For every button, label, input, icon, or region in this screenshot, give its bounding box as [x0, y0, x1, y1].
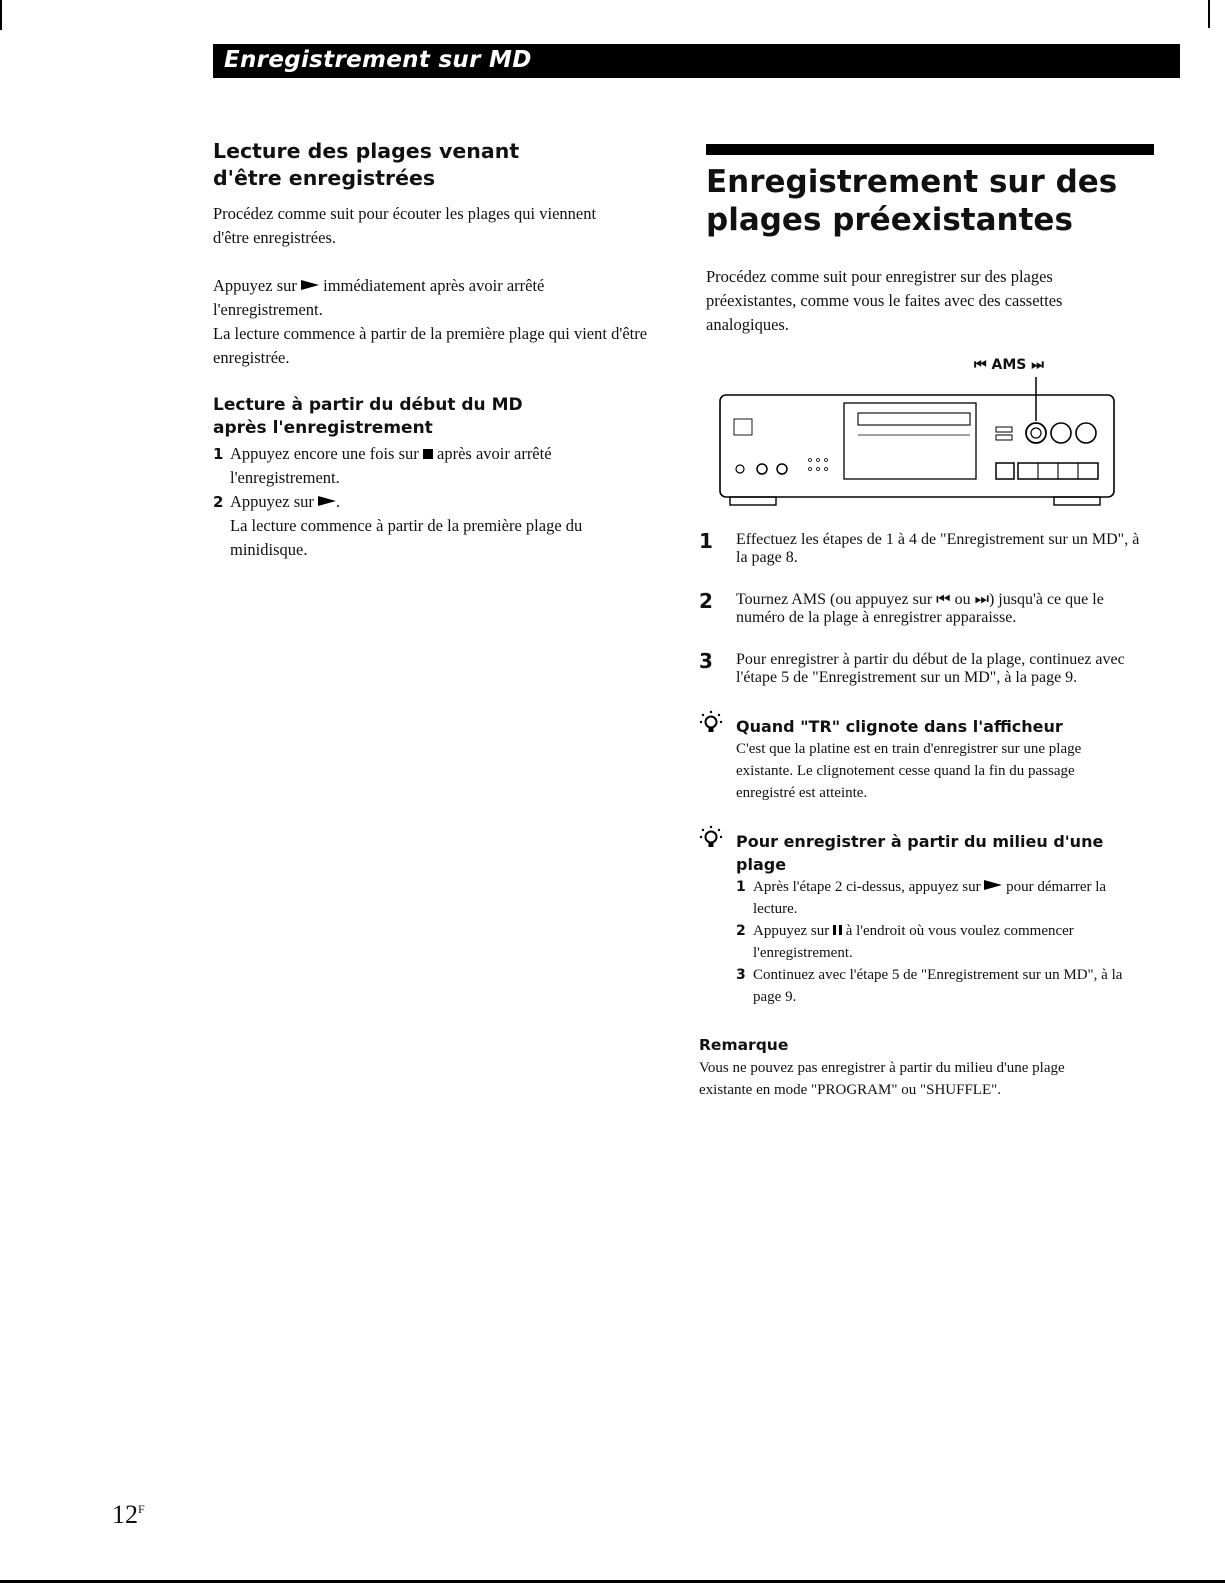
left-step-2-after: . [335, 492, 341, 511]
tip-2-step-1-number: 1 [736, 879, 746, 895]
left-step-1 [213, 442, 653, 490]
left-subsection-title: Lecture à partir du début du MD après l'enregistrement [213, 395, 523, 438]
left-step-1-number: 1 [213, 445, 224, 463]
play-icon [318, 496, 336, 506]
right-step-2 [699, 589, 1146, 627]
left-step-2-note: La lecture commence à partir de la première plage du minidisque. [230, 516, 583, 559]
tip-2-step-3-before: Continuez avec l'étape 5 de "Enregistrement sur un MD", à la page 9. [753, 967, 1123, 1005]
deck-figure [706, 355, 1154, 513]
stop-icon [423, 449, 433, 459]
tip-2-step-2-after: à l'endroit où vous voulez commencer l'enregistrement. [753, 923, 1074, 961]
section-header-title: Enregistrement sur MD [224, 47, 532, 73]
note-body: Vous ne pouvez pas enregistrer à partir du milieu d'une plage existante en mode "PROGRAM" ou "SHUFFLE". [699, 1060, 1065, 1098]
tip-1-body: C'est que la platine est en train d'enregistrer sur une plage existante. Le clignotement cesse quand la fin du passage enregistré est atteinte. [736, 741, 1082, 801]
left-para1-before: Appuyez sur [213, 276, 297, 295]
tip-1-header [706, 715, 1154, 738]
ams-label-row [974, 357, 1044, 373]
right-step-3-text: Pour enregistrer à partir du début de la plage, continuez avec l'étape 5 de "Enregistrement sur un MD", à la page 9. [736, 651, 1125, 686]
left-intro: Procédez comme suit pour écouter les plages qui viennent d'être enregistrées. [213, 204, 597, 247]
tip-2-title: Pour enregistrer à partir du milieu d'une plage [736, 832, 1104, 874]
ams-label: AMS [991, 357, 1027, 373]
left-step-2 [213, 490, 653, 562]
tip-2-step-2 [736, 920, 1126, 964]
left-section-title: Lecture des plages venant d'être enregistrées [213, 139, 520, 190]
lightbulb-icon [698, 824, 726, 852]
lightbulb-icon [698, 709, 726, 737]
left-para1 [213, 274, 653, 322]
md-deck-illustration [718, 377, 1148, 517]
next-track-icon: ⏭ [1031, 357, 1044, 373]
right-column [699, 144, 1154, 1101]
tip-2-step-2-before: Appuyez sur [753, 923, 830, 939]
right-step-3 [699, 649, 1146, 687]
right-step-2-number: 2 [699, 589, 713, 613]
left-para1-after: immédiatement après avoir arrêté l'enregistrement. [213, 276, 545, 319]
right-step-2-text: Tournez AMS (ou appuyez sur ⏮ ou ⏭) jusqu'à ce que le numéro de la plage à enregistrer apparaisse. [736, 591, 1104, 626]
play-icon [301, 280, 319, 290]
note-title: Remarque [699, 1036, 789, 1054]
tip-2-step-3 [736, 964, 1126, 1008]
left-column [213, 138, 653, 562]
tip-2-header [706, 830, 1154, 876]
crop-mark-right [1208, 0, 1210, 28]
tip-2-step-2-number: 2 [736, 923, 746, 939]
right-step-1 [699, 529, 1146, 567]
right-step-3-number: 3 [699, 649, 713, 673]
tip-1 [706, 715, 1154, 804]
left-para2: La lecture commence à partir de la première plage qui vient d'être enregistrée. [213, 324, 648, 367]
page-number [112, 1500, 145, 1530]
crop-mark-left [0, 0, 2, 30]
tip-1-title: Quand "TR" clignote dans l'afficheur [736, 717, 1063, 736]
right-step-1-number: 1 [699, 529, 713, 553]
note [699, 1034, 1119, 1101]
page-number-value: 12 [112, 1500, 138, 1529]
tip-2-step-1-after: pour démarrer la lecture. [753, 879, 1107, 917]
right-title: Enregistrement sur des plages préexistantes [706, 164, 1118, 238]
tip-2-step-1 [736, 876, 1126, 920]
tip-2-step-1-before: Après l'étape 2 ci-dessus, appuyez sur [753, 879, 981, 895]
page-number-suffix: F [138, 1502, 145, 1516]
left-step-2-before: Appuyez sur [230, 492, 314, 511]
right-step-1-text: Effectuez les étapes de 1 à 4 de "Enregistrement sur un MD", à la page 8. [736, 531, 1140, 566]
right-intro: Procédez comme suit pour enregistrer sur des plages préexistantes, comme vous le faites avec des cassettes analogiques. [706, 267, 1063, 334]
tip-2-step-3-number: 3 [736, 967, 746, 983]
section-header-bar [213, 44, 1180, 78]
left-step-1-before: Appuyez encore une fois sur [230, 444, 419, 463]
left-step-1-after: après avoir arrêté l'enregistrement. [230, 444, 552, 487]
play-icon [984, 880, 1002, 890]
pause-icon [833, 925, 842, 935]
tip-2 [706, 830, 1154, 1008]
prev-track-icon: ⏮ [974, 357, 987, 373]
tip-2-steps [706, 876, 1126, 1008]
left-step-2-number: 2 [213, 493, 224, 511]
title-rule [706, 144, 1154, 155]
